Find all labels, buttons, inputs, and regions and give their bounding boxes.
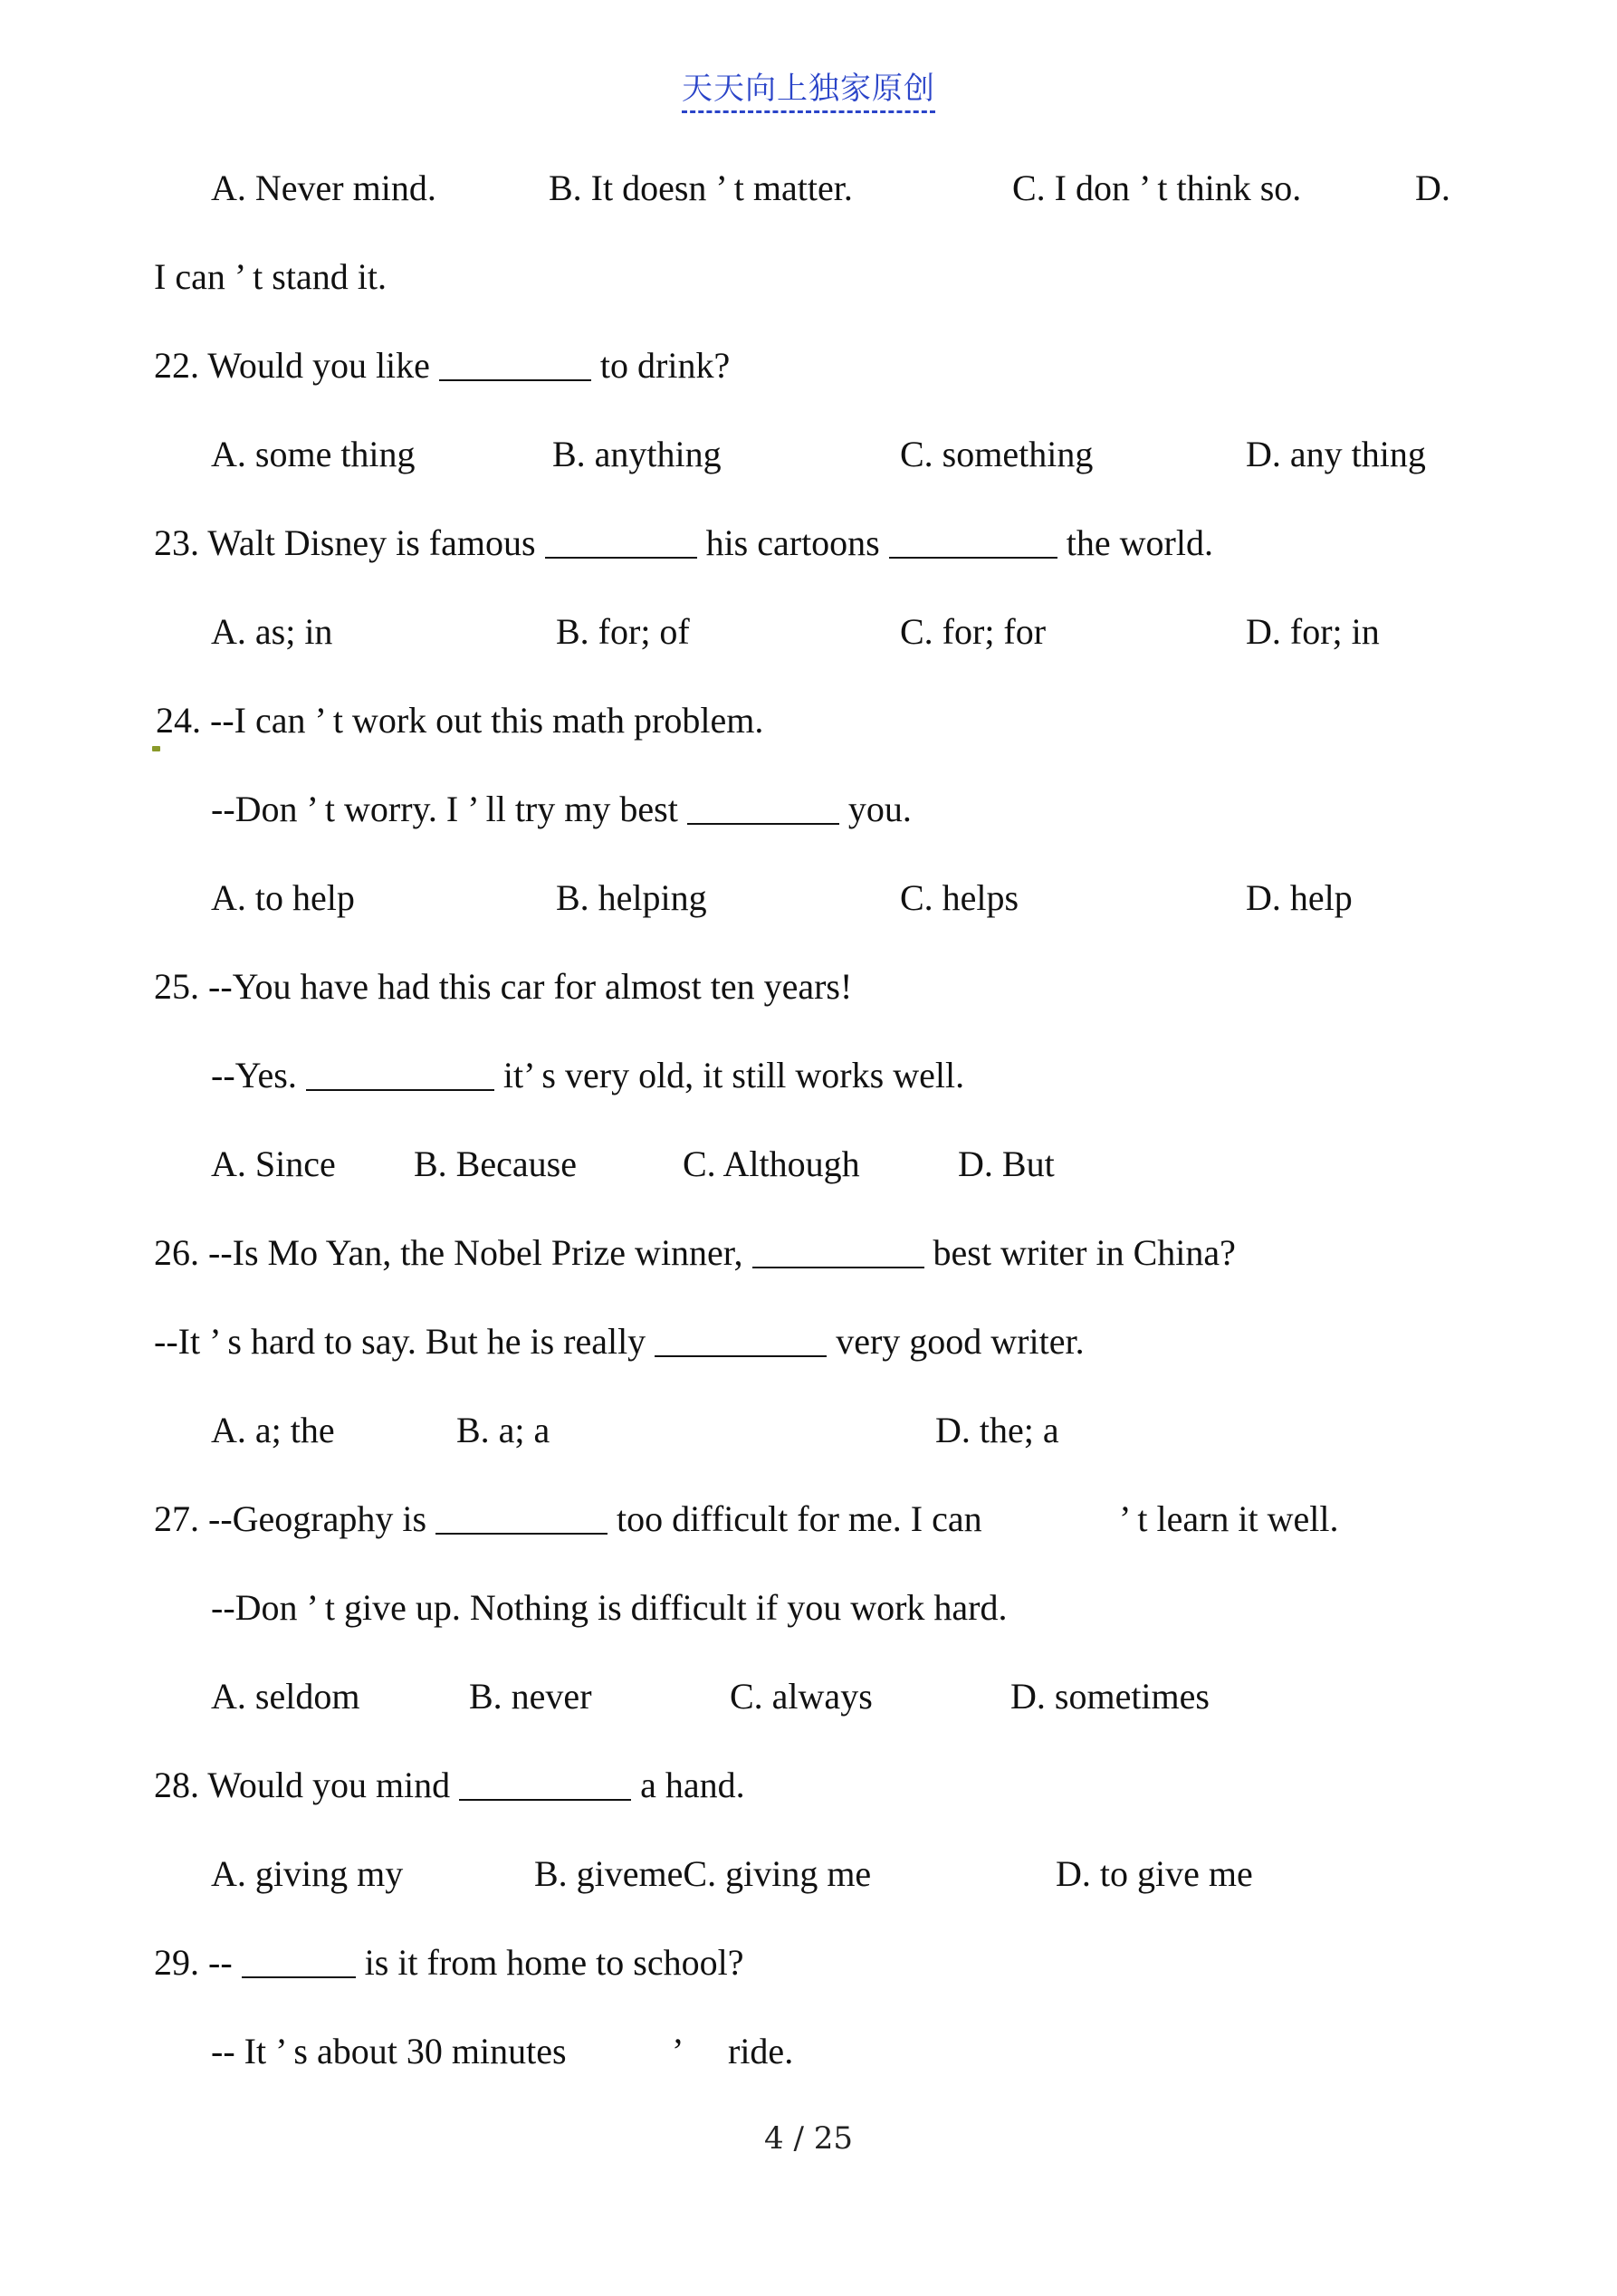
q29-text-pre: 29. -- — [154, 1942, 233, 1983]
q23-option-b: B. for; of — [556, 611, 690, 652]
q28-option-bc: B. givemeC. giving me — [534, 1853, 872, 1894]
q27-option-c: C. always — [730, 1676, 873, 1717]
answer-blank — [752, 1236, 924, 1268]
q26-text-post: best writer in China? — [933, 1232, 1236, 1273]
q27-reply — [0, 1581, 1008, 1635]
q25-text-pre: --Yes. — [211, 1055, 297, 1095]
q24-option-c: C. helps — [900, 877, 1019, 918]
q29-reply-a: -- It ’ s about 30 minutes — [211, 2031, 567, 2071]
q22-option-b: B. anything — [552, 434, 722, 474]
q27-line2: --Don ’ t give up. Nothing is difficult if you work hard. — [211, 1587, 1008, 1628]
page-number: 4 / 25 — [764, 2120, 853, 2157]
q29-stem — [154, 1936, 743, 1990]
q21-option-a: A. Never mind. — [211, 167, 436, 208]
q25-option-d: D. But — [958, 1143, 1055, 1184]
q27-option-d: D. sometimes — [1010, 1676, 1210, 1717]
q24-text-post: you. — [847, 789, 912, 829]
q25-text-post: it’ s very old, it still works well. — [502, 1055, 965, 1095]
q23-text-pre: 23. Walt Disney is famous — [154, 522, 536, 563]
q23-text-mid: his cartoons — [705, 522, 880, 563]
q24-line1: 24. --I can ’ t work out this math problem. — [156, 700, 764, 741]
q28-option-a: A. giving my — [211, 1853, 404, 1894]
q28-option-d: D. to give me — [1056, 1853, 1253, 1894]
q25-line2 — [211, 1048, 964, 1103]
q22-option-c: C. something — [900, 434, 1094, 474]
q23-option-d: D. for; in — [1246, 611, 1380, 652]
answer-blank — [545, 526, 697, 559]
q21-option-d: D. — [1415, 167, 1450, 208]
q22-question — [0, 339, 731, 393]
q26-text-pre: 26. --Is Mo Yan, the Nobel Prize winner, — [154, 1232, 743, 1273]
q28-stem — [154, 1758, 745, 1813]
q29-text-post: is it from home to school? — [364, 1942, 744, 1983]
q26-option-b: B. a; a — [456, 1410, 550, 1450]
q25-line1: 25. --You have had this car for almost ten years! — [154, 966, 853, 1007]
q24-question — [0, 694, 764, 748]
q27-text-pre: 27. --Geography is — [154, 1498, 427, 1539]
q28-question — [0, 1758, 745, 1813]
q22-stem — [154, 339, 730, 393]
q28-options — [0, 1847, 1253, 1901]
q25-reply — [0, 1048, 965, 1103]
q24-option-d: D. help — [1246, 877, 1353, 918]
q21-option-c: C. I don ’ t think so. — [1012, 167, 1302, 208]
answer-blank — [655, 1325, 827, 1357]
q26-reply-post: very good writer. — [836, 1321, 1085, 1362]
q26-reply-pre: --It ’ s hard to say. But he is really — [154, 1321, 646, 1362]
q27-options — [0, 1669, 1210, 1724]
q26-options — [0, 1403, 1059, 1458]
header-link[interactable]: 天天向上独家原创 — [682, 71, 935, 113]
q24-option-a: A. to help — [211, 877, 355, 918]
q25-question — [0, 960, 853, 1014]
q23-options — [0, 605, 1380, 659]
q26-line1 — [154, 1226, 1236, 1280]
q29-reply — [0, 2024, 794, 2079]
q26-option-d: D. the; a — [935, 1410, 1059, 1450]
q21-option-b: B. It doesn ’ t matter. — [549, 167, 853, 208]
answer-blank — [242, 1946, 356, 1978]
q24-line2 — [211, 782, 912, 837]
q26-question — [0, 1226, 1236, 1280]
q28-text-post: a hand. — [640, 1765, 745, 1805]
q28-text-pre: 28. Would you mind — [154, 1765, 451, 1805]
q21-option-d-text: I can ’ t stand it. — [154, 256, 387, 297]
q25-option-c: C. Although — [683, 1143, 860, 1184]
q27-line1 — [154, 1492, 982, 1546]
q24-reply — [0, 782, 912, 837]
q25-options — [0, 1137, 1055, 1191]
q23-option-c: C. for; for — [900, 611, 1047, 652]
q24-text-pre: --Don ’ t worry. I ’ ll try my best — [211, 789, 678, 829]
q29-reply-c: ride. — [728, 2031, 794, 2071]
q27-text-post: ’ t learn it well. — [1119, 1498, 1339, 1539]
q23-option-a: A. as; in — [211, 611, 333, 652]
q25-option-a: A. Since — [211, 1143, 336, 1184]
answer-blank — [459, 1768, 631, 1801]
edit-mark — [152, 746, 160, 751]
q27-text-mid: too difficult for me. I can — [617, 1498, 982, 1539]
answer-blank — [306, 1058, 494, 1091]
q29-reply-b: ’ — [672, 2031, 684, 2071]
q23-stem — [154, 516, 1213, 570]
q22-option-a: A. some thing — [211, 434, 416, 474]
q24-option-b: B. helping — [556, 877, 707, 918]
q29-question — [0, 1936, 744, 1990]
q27-option-a: A. seldom — [211, 1676, 360, 1717]
q27-question — [0, 1492, 1339, 1546]
header-title[interactable] — [0, 63, 1617, 108]
q26-reply — [0, 1315, 1085, 1369]
q23-text-post: the world. — [1066, 522, 1213, 563]
q24-options — [0, 871, 1353, 925]
answer-blank — [687, 792, 839, 825]
q26-option-a: A. a; the — [211, 1410, 335, 1450]
q21-option-d-cont — [0, 250, 387, 304]
q22-text-post: to drink? — [599, 345, 731, 386]
answer-blank — [439, 349, 591, 381]
answer-blank — [889, 526, 1057, 559]
q22-option-d: D. any thing — [1246, 434, 1426, 474]
q27-option-b: B. never — [469, 1676, 592, 1717]
q21-options — [0, 161, 1450, 215]
q26-line2 — [154, 1315, 1085, 1369]
q25-option-b: B. Because — [414, 1143, 577, 1184]
q22-options — [0, 427, 1426, 482]
q23-question — [0, 516, 1213, 570]
answer-blank — [435, 1502, 608, 1535]
q22-text-pre: 22. Would you like — [154, 345, 430, 386]
